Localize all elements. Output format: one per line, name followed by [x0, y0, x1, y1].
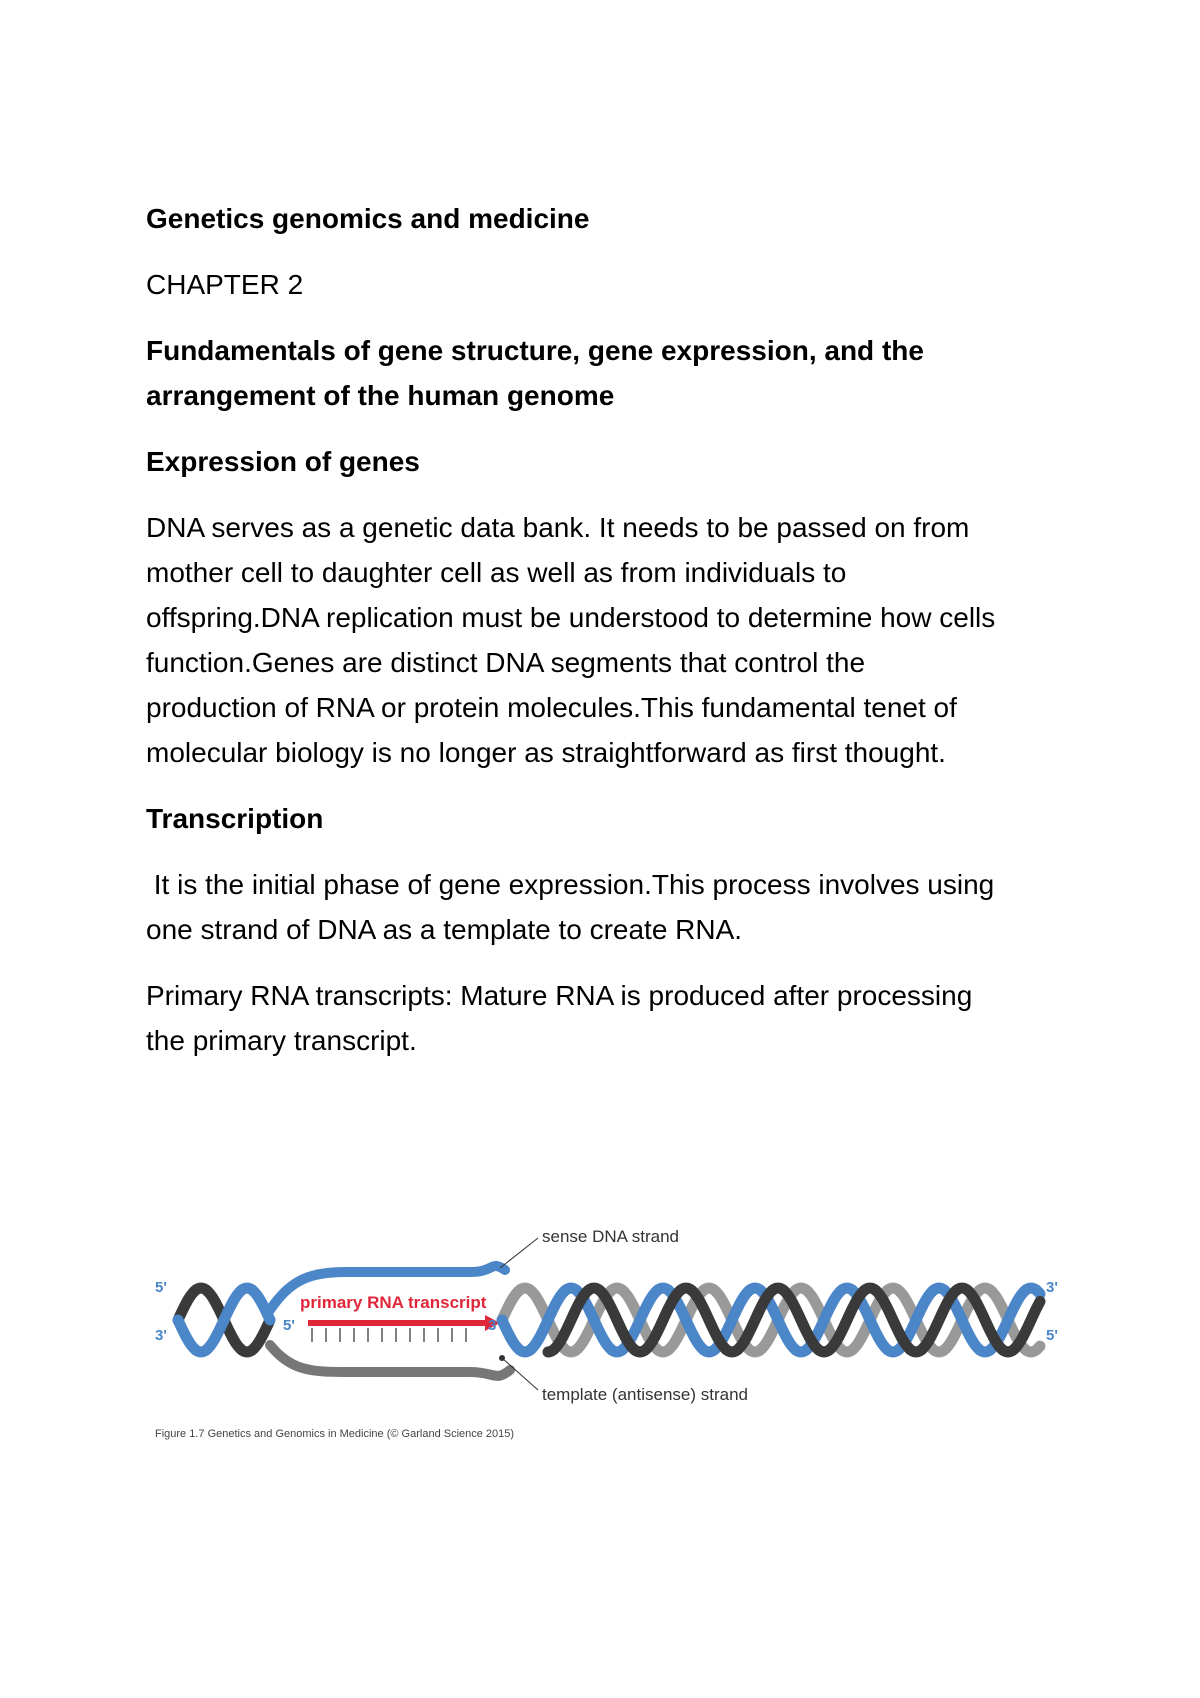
- dna-helix-left: [178, 1288, 270, 1352]
- section-title-transcription: Transcription: [146, 803, 324, 834]
- body-line: mother cell to daughter cell as well as from individuals to: [146, 557, 847, 588]
- document-heading: Genetics genomics and medicine: [146, 203, 590, 234]
- body-line: molecular biology is no longer as straightforward as first thought.: [146, 737, 946, 768]
- left-top-5-prime: 5': [155, 1279, 167, 1296]
- body-line: DNA serves as a genetic data bank. It needs to be passed on from: [146, 512, 970, 543]
- right-bottom-5-prime: 5': [1046, 1327, 1058, 1344]
- dna-transcription-figure: [140, 1200, 1080, 1420]
- template-strand-bubble: [270, 1345, 510, 1376]
- sense-strand-label: sense DNA strand: [542, 1227, 680, 1246]
- body-line: production of RNA or protein molecules.This fundamental tenet of: [146, 692, 957, 723]
- body-line: one strand of DNA as a template to create RNA.: [146, 914, 743, 945]
- body-line: offspring.DNA replication must be understood to determine how cells: [146, 602, 996, 633]
- dna-helix-right: [502, 1288, 1040, 1352]
- body-line: function.Genes are distinct DNA segments that control the: [146, 647, 866, 678]
- rna-3-prime-label: 3': [488, 1317, 500, 1334]
- body-line: the primary transcript.: [146, 1025, 417, 1056]
- template-callout-dot: [499, 1355, 505, 1361]
- figure-caption: Figure 1.7 Genetics and Genomics in Medicine (© Garland Science 2015): [155, 1428, 515, 1440]
- rna-5-prime-label: 5': [283, 1317, 295, 1334]
- base-pair-ticks: [312, 1328, 466, 1342]
- sense-callout-line: [500, 1238, 538, 1268]
- body-line: It is the initial phase of gene expression.This process involves using: [146, 869, 995, 900]
- rna-transcript-label: primary RNA transcript: [300, 1293, 487, 1312]
- chapter-title-line-1: Fundamentals of gene structure, gene expression, and the: [146, 335, 924, 366]
- body-line: Primary RNA transcripts: Mature RNA is produced after processing: [146, 980, 973, 1011]
- right-top-3-prime: 3': [1046, 1279, 1058, 1296]
- chapter-label: CHAPTER 2: [146, 269, 304, 300]
- template-strand-label: template (antisense) strand: [542, 1385, 748, 1404]
- chapter-title-line-2: arrangement of the human genome: [146, 380, 615, 411]
- section-title-expression: Expression of genes: [146, 446, 420, 477]
- left-bottom-3-prime: 3': [155, 1327, 167, 1344]
